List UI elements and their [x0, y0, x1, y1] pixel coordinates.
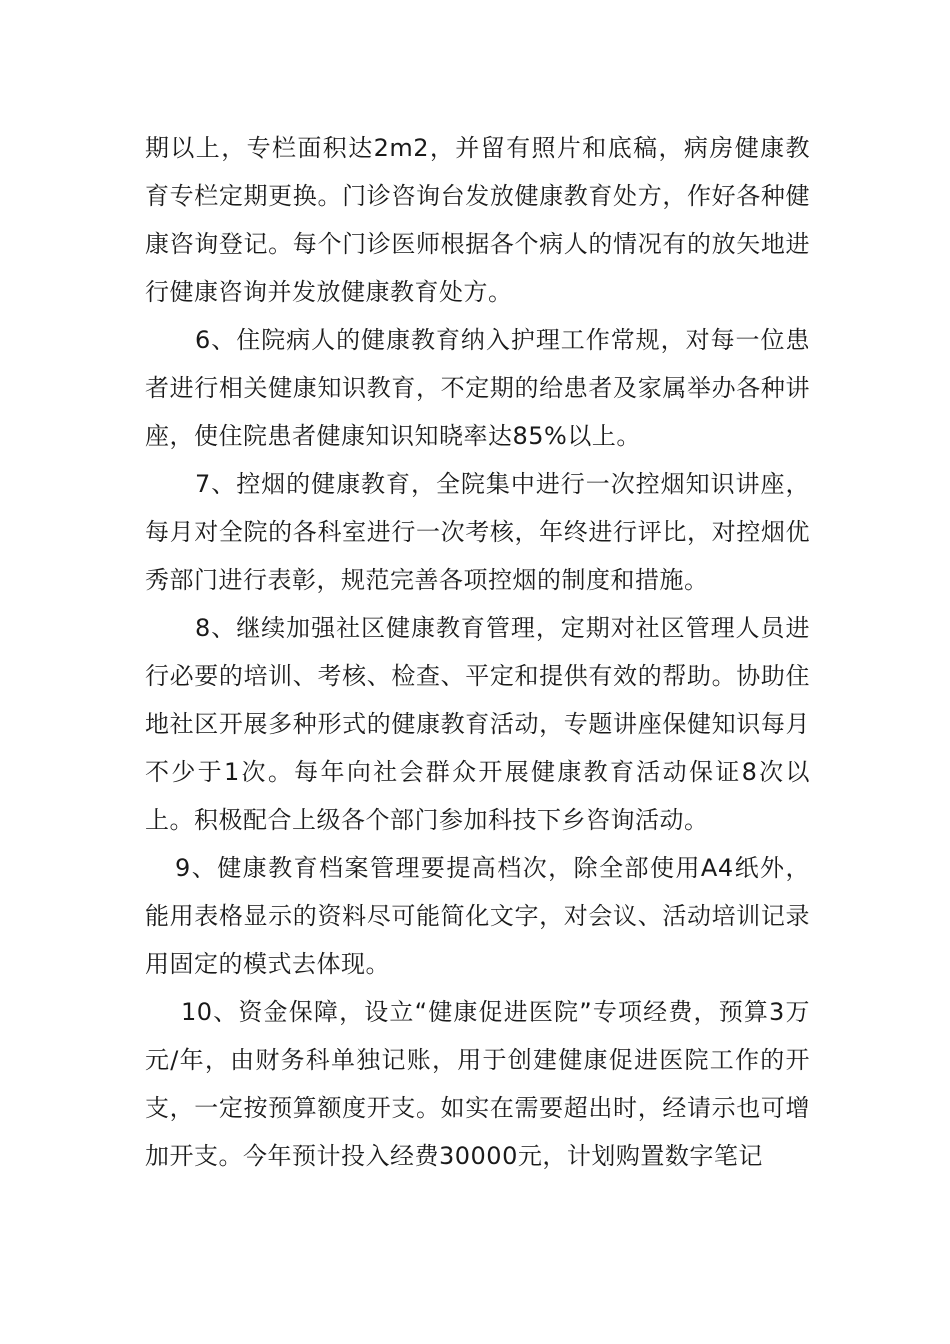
- paragraph-item-10: 10、资金保障，设立“健康促进医院”专项经费，预算3万元/年，由财务科单独记账，用于创建健康促进医院工作的开支，一定按预算额度开支。如实在需要超出时，经请示也可增加开支。今年预计投入经费30000元，计划购置数字笔记: [145, 998, 810, 1170]
- document-body: [145, 124, 810, 1180]
- paragraph-continuation: 期以上，专栏面积达2m2，并留有照片和底稿，病房健康教育专栏定期更换。门诊咨询台发放健康教育处方，作好各种健康咨询登记。每个门诊医师根据各个病人的情况有的放矢地进行健康咨询并发放健康教育处方。: [145, 134, 810, 306]
- paragraph-item-7: 7、控烟的健康教育，全院集中进行一次控烟知识讲座，每月对全院的各科室进行一次考核，年终进行评比，对控烟优秀部门进行表彰，规范完善各项控烟的制度和措施。: [145, 470, 810, 594]
- paragraph-item-8: 8、继续加强社区健康教育管理，定期对社区管理人员进行必要的培训、考核、检查、平定和提供有效的帮助。协助住地社区开展多种形式的健康教育活动，专题讲座保健知识每月不少于1次。每年向社会群众开展健康教育活动保证8次以上。积极配合上级各个部门参加科技下乡咨询活动。: [145, 614, 810, 834]
- paragraph-item-6: 6、住院病人的健康教育纳入护理工作常规，对每一位患者进行相关健康知识教育，不定期的给患者及家属举办各种讲座，使住院患者健康知识知晓率达85%以上。: [145, 326, 810, 450]
- paragraph-item-9: 9、健康教育档案管理要提高档次，除全部使用A4纸外，能用表格显示的资料尽可能简化文字，对会议、活动培训记录用固定的模式去体现。: [145, 854, 810, 978]
